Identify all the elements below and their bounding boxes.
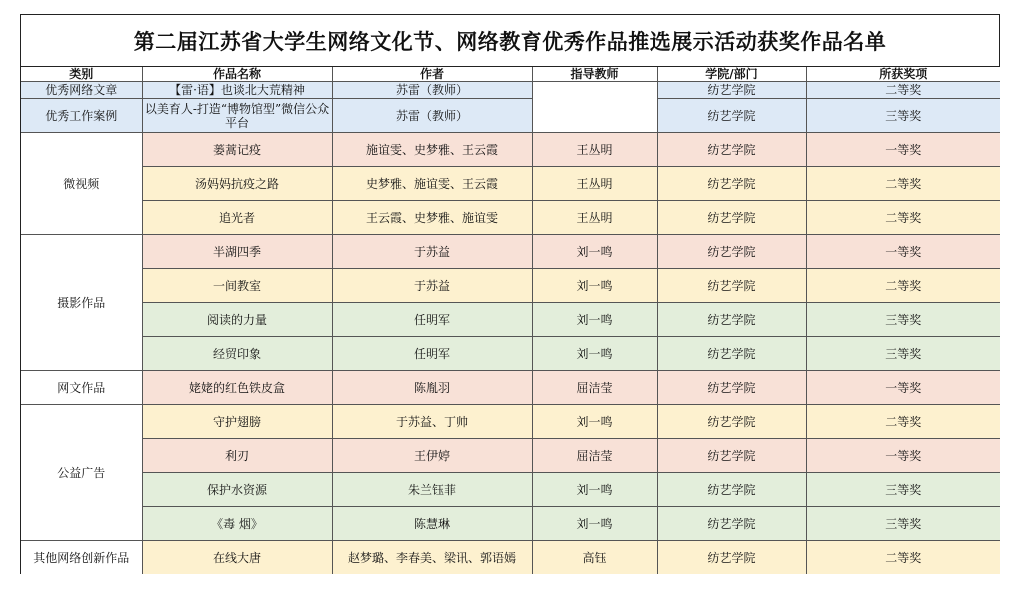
table-row <box>21 507 1000 541</box>
dept-cell: 纺艺学院 <box>657 167 806 201</box>
title-cell: 蒌蒿记疫 <box>142 133 332 167</box>
author-cell: 陈胤羽 <box>332 371 532 405</box>
dept-cell: 纺艺学院 <box>657 507 806 541</box>
dept-cell: 纺艺学院 <box>657 269 806 303</box>
award-cell: 一等奖 <box>806 133 1000 167</box>
author-cell: 史梦雅、施谊雯、王云霞 <box>332 167 532 201</box>
author-cell: 赵梦璐、李春美、梁讯、郭语嫣 <box>332 541 532 575</box>
table-row <box>21 303 1000 337</box>
award-cell: 二等奖 <box>806 201 1000 235</box>
award-list-sheet <box>20 14 1000 574</box>
table-row <box>21 235 1000 269</box>
award-cell: 二等奖 <box>806 405 1000 439</box>
award-cell: 三等奖 <box>806 507 1000 541</box>
award-cell: 一等奖 <box>806 371 1000 405</box>
award-table <box>21 67 1000 574</box>
author-cell: 陈慧琳 <box>332 507 532 541</box>
table-header-row <box>21 67 1000 82</box>
header-title: 作品名称 <box>142 67 332 82</box>
author-cell: 王云霞、史梦雅、施谊雯 <box>332 201 532 235</box>
table-row <box>21 201 1000 235</box>
dept-cell: 纺艺学院 <box>657 337 806 371</box>
table-row <box>21 337 1000 371</box>
dept-cell: 纺艺学院 <box>657 371 806 405</box>
author-cell: 任明军 <box>332 303 532 337</box>
dept-cell: 纺艺学院 <box>657 405 806 439</box>
advisor-cell: 王丛明 <box>532 167 657 201</box>
table-row <box>21 269 1000 303</box>
advisor-cell: 刘一鸣 <box>532 473 657 507</box>
table-row <box>21 439 1000 473</box>
table-row <box>21 133 1000 167</box>
header-author: 作者 <box>332 67 532 82</box>
title-cell: 保护水资源 <box>142 473 332 507</box>
category-cell: 优秀网络文章 <box>21 82 142 99</box>
author-cell: 于苏益、丁帅 <box>332 405 532 439</box>
header-category: 类别 <box>21 67 142 82</box>
table-row <box>21 167 1000 201</box>
category-cell: 公益广告 <box>21 405 142 541</box>
advisor-cell: 屈洁莹 <box>532 371 657 405</box>
advisor-cell: 王丛明 <box>532 133 657 167</box>
title-cell: 【雷·语】也谈北大荒精神 <box>142 82 332 99</box>
title-cell: 利刃 <box>142 439 332 473</box>
author-cell: 于苏益 <box>332 235 532 269</box>
author-cell: 任明军 <box>332 337 532 371</box>
award-cell: 一等奖 <box>806 235 1000 269</box>
author-cell: 苏雷（教师） <box>332 82 532 99</box>
award-cell: 二等奖 <box>806 82 1000 99</box>
advisor-cell: 高钰 <box>532 541 657 575</box>
advisor-cell: 刘一鸣 <box>532 405 657 439</box>
advisor-cell: 刘一鸣 <box>532 507 657 541</box>
dept-cell: 纺艺学院 <box>657 473 806 507</box>
title-cell: 阅读的力量 <box>142 303 332 337</box>
award-cell: 三等奖 <box>806 99 1000 133</box>
table-row <box>21 473 1000 507</box>
header-advisor: 指导教师 <box>532 67 657 82</box>
dept-cell: 纺艺学院 <box>657 82 806 99</box>
title-cell: 经贸印象 <box>142 337 332 371</box>
award-cell: 一等奖 <box>806 439 1000 473</box>
category-cell: 网文作品 <box>21 371 142 405</box>
category-cell: 摄影作品 <box>21 235 142 371</box>
header-dept: 学院/部门 <box>657 67 806 82</box>
advisor-cell: 刘一鸣 <box>532 303 657 337</box>
advisor-cell: 屈洁莹 <box>532 439 657 473</box>
author-cell: 于苏益 <box>332 269 532 303</box>
award-cell: 三等奖 <box>806 303 1000 337</box>
header-award: 所获奖项 <box>806 67 1000 82</box>
advisor-cell: 刘一鸣 <box>532 235 657 269</box>
advisor-cell: 刘一鸣 <box>532 337 657 371</box>
category-cell: 优秀工作案例 <box>21 99 142 133</box>
page-title: 第二届江苏省大学生网络文化节、网络教育优秀作品推选展示活动获奖作品名单 <box>21 15 999 67</box>
dept-cell: 纺艺学院 <box>657 235 806 269</box>
author-cell: 朱兰钰菲 <box>332 473 532 507</box>
author-cell: 苏雷（教师） <box>332 99 532 133</box>
dept-cell: 纺艺学院 <box>657 133 806 167</box>
category-cell: 其他网络创新作品 <box>21 541 142 575</box>
table-row <box>21 371 1000 405</box>
table-row <box>21 99 1000 133</box>
title-cell: 一间教室 <box>142 269 332 303</box>
award-cell: 三等奖 <box>806 337 1000 371</box>
award-cell: 三等奖 <box>806 473 1000 507</box>
dept-cell: 纺艺学院 <box>657 201 806 235</box>
category-cell: 微视频 <box>21 133 142 235</box>
author-cell: 王伊婷 <box>332 439 532 473</box>
title-cell: 守护翅膀 <box>142 405 332 439</box>
title-cell: 姥姥的红色铁皮盒 <box>142 371 332 405</box>
table-row <box>21 541 1000 575</box>
award-cell: 二等奖 <box>806 541 1000 575</box>
title-cell: 追光者 <box>142 201 332 235</box>
title-cell: 以美育人-打造“博物馆型”微信公众平台 <box>142 99 332 133</box>
title-cell: 在线大唐 <box>142 541 332 575</box>
table-row <box>21 82 1000 99</box>
dept-cell: 纺艺学院 <box>657 541 806 575</box>
title-cell: 《毒 烟》 <box>142 507 332 541</box>
advisor-cell: 王丛明 <box>532 201 657 235</box>
award-cell: 二等奖 <box>806 269 1000 303</box>
award-cell: 二等奖 <box>806 167 1000 201</box>
author-cell: 施谊雯、史梦雅、王云霞 <box>332 133 532 167</box>
table-row <box>21 405 1000 439</box>
dept-cell: 纺艺学院 <box>657 303 806 337</box>
advisor-cell <box>532 82 657 133</box>
dept-cell: 纺艺学院 <box>657 99 806 133</box>
title-cell: 半湖四季 <box>142 235 332 269</box>
dept-cell: 纺艺学院 <box>657 439 806 473</box>
advisor-cell: 刘一鸣 <box>532 269 657 303</box>
title-cell: 汤妈妈抗疫之路 <box>142 167 332 201</box>
